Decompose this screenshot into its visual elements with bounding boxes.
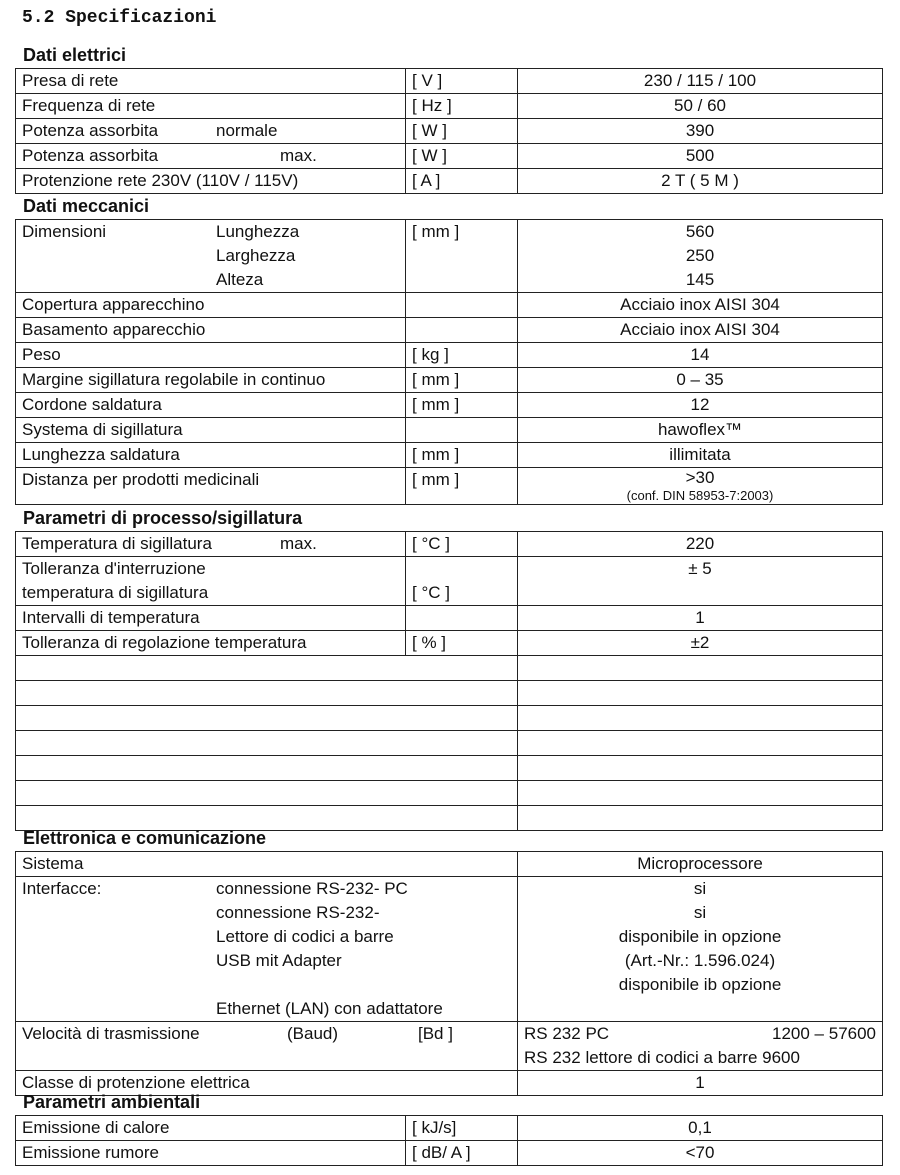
- row-sub-label: normale: [216, 121, 278, 140]
- medicinali-value-cell: [518, 468, 883, 505]
- row-label: temperatura di sigillatura: [22, 583, 209, 602]
- table-row: [16, 343, 883, 368]
- section-title-electrical: Dati elettrici: [23, 45, 127, 65]
- process-table: [15, 531, 883, 831]
- empty-cell: [518, 806, 883, 831]
- row-unit: [ mm ]: [406, 220, 518, 293]
- interfaces-label-cell: [16, 877, 518, 1022]
- table-row: [16, 877, 883, 1022]
- empty-cell: [518, 656, 883, 681]
- empty-row: [16, 781, 883, 806]
- table-row: [16, 69, 883, 94]
- row-label: Peso: [16, 343, 406, 368]
- row-value: <70: [518, 1141, 883, 1166]
- row-unit: [ % ]: [406, 631, 518, 656]
- row-unit: [ A ]: [406, 169, 518, 194]
- row-label: Emissione rumore: [16, 1141, 406, 1166]
- empty-row: [16, 756, 883, 781]
- row-label: Protenzione rete 230V (110V / 115V): [16, 169, 406, 194]
- interface-sub-label: connessione RS-232- PC: [216, 879, 408, 898]
- row-value: 560: [685, 222, 715, 241]
- row-unit: [Bd ]: [418, 1024, 453, 1043]
- baud-line-barcode: RS 232 lettore di codici a barre 9600: [524, 1048, 800, 1067]
- interfaces-value-cell: [518, 877, 883, 1022]
- row-sub-label: max.: [280, 534, 317, 553]
- row-value: ± 5: [518, 557, 883, 606]
- row-label: Basamento apparecchio: [16, 318, 406, 343]
- row-label-cell: [16, 144, 406, 169]
- table-row: [16, 1022, 883, 1071]
- table-row: [16, 557, 883, 606]
- electrical-table: [15, 68, 883, 194]
- row-label: Lunghezza saldatura: [16, 443, 406, 468]
- row-label: Potenza assorbita: [22, 146, 159, 165]
- section-title-mechanical: Dati meccanici: [23, 196, 150, 216]
- page-heading: 5.2 Specificazioni: [22, 8, 217, 28]
- row-label: Sistema: [16, 852, 518, 877]
- row-value: >30: [685, 468, 715, 487]
- row-value: 50 / 60: [518, 94, 883, 119]
- empty-row: [16, 731, 883, 756]
- row-value: 500: [518, 144, 883, 169]
- baud-value-cell: [518, 1022, 883, 1071]
- table-row: [16, 368, 883, 393]
- row-value: illimitata: [518, 443, 883, 468]
- empty-cell: [16, 756, 518, 781]
- table-row: [16, 418, 883, 443]
- row-value: disponibile ib opzione: [618, 975, 782, 994]
- row-value: 1: [518, 606, 883, 631]
- row-value: 145: [685, 270, 715, 289]
- row-label: Tolleranza d'interruzione: [22, 559, 206, 578]
- table-row: [16, 393, 883, 418]
- row-value: 220: [518, 532, 883, 557]
- row-unit: [ V ]: [406, 69, 518, 94]
- row-label: Temperatura di sigillatura: [22, 534, 212, 553]
- table-row: [16, 144, 883, 169]
- table-row: [16, 318, 883, 343]
- row-unit: [ kg ]: [406, 343, 518, 368]
- row-label: Intervalli di temperatura: [16, 606, 406, 631]
- baud-range: 1200 – 57600: [772, 1024, 877, 1043]
- empty-row: [16, 706, 883, 731]
- row-label: Copertura apparecchino: [16, 293, 406, 318]
- row-value: 14: [518, 343, 883, 368]
- table-row: [16, 293, 883, 318]
- row-value: hawoflex™: [518, 418, 883, 443]
- empty-cell: [518, 756, 883, 781]
- table-row: [16, 1141, 883, 1166]
- row-unit: [406, 606, 518, 631]
- row-value: 0,1: [518, 1116, 883, 1141]
- electronics-table: [15, 851, 883, 1096]
- mechanical-table: [15, 219, 883, 505]
- table-row: [16, 852, 883, 877]
- empty-cell: [16, 681, 518, 706]
- row-unit: [ dB/ A ]: [406, 1141, 518, 1166]
- table-row: [16, 606, 883, 631]
- table-row: [16, 468, 883, 505]
- row-label: Tolleranza di regolazione temperatura: [16, 631, 406, 656]
- table-row: [16, 220, 883, 293]
- section-title-process: Parametri di processo/sigillatura: [23, 508, 303, 528]
- baud-line-pc: RS 232 PC: [524, 1024, 610, 1043]
- row-value: 0 – 35: [518, 368, 883, 393]
- row-unit: [ mm ]: [406, 468, 518, 505]
- row-unit: [ kJ/s]: [406, 1116, 518, 1141]
- empty-cell: [518, 681, 883, 706]
- row-unit: [406, 418, 518, 443]
- empty-cell: [16, 706, 518, 731]
- dimension-sub-label: Alteza: [216, 270, 264, 289]
- empty-row: [16, 656, 883, 681]
- row-value: 390: [518, 119, 883, 144]
- row-label: Distanza per prodotti medicinali: [16, 468, 406, 505]
- row-value: ±2: [518, 631, 883, 656]
- dimensions-label-cell: [16, 220, 406, 293]
- empty-row: [16, 681, 883, 706]
- dimensions-value-cell: [518, 220, 883, 293]
- table-row: [16, 631, 883, 656]
- row-sub-label: max.: [280, 146, 317, 165]
- row-value: Microprocessore: [518, 852, 883, 877]
- row-value: 1: [518, 1071, 883, 1096]
- row-sub-label: (Baud): [287, 1024, 339, 1043]
- row-label: Cordone saldatura: [16, 393, 406, 418]
- row-value: disponibile in opzione: [618, 927, 782, 946]
- row-value: Acciaio inox AISI 304: [518, 318, 883, 343]
- row-value: Acciaio inox AISI 304: [518, 293, 883, 318]
- row-label: Velocità di trasmissione: [22, 1024, 200, 1043]
- row-label: Frequenza di rete: [16, 94, 406, 119]
- row-note: (conf. DIN 58953-7:2003): [626, 488, 774, 503]
- row-unit: [ mm ]: [406, 443, 518, 468]
- row-value: si: [693, 879, 707, 898]
- row-label: Margine sigillatura regolabile in continuo: [16, 368, 406, 393]
- row-label-cell: [16, 557, 406, 606]
- dimension-sub-label: Lunghezza: [216, 222, 300, 241]
- row-unit: [ °C ]: [412, 583, 450, 602]
- row-label-cell: [16, 119, 406, 144]
- row-value: 250: [685, 246, 715, 265]
- row-label: Presa di rete: [16, 69, 406, 94]
- interface-sub-label: Ethernet (LAN) con adattatore: [216, 999, 443, 1018]
- section-title-electronics: Elettronica e comunicazione: [23, 828, 267, 848]
- table-row: [16, 532, 883, 557]
- empty-cell: [16, 731, 518, 756]
- row-value: [524, 997, 876, 1021]
- row-unit: [ mm ]: [406, 393, 518, 418]
- interface-sub-label: Lettore di codici a barre: [216, 927, 394, 946]
- row-label: Classe di protenzione elettrica: [16, 1071, 518, 1096]
- empty-cell: [16, 656, 518, 681]
- row-unit: [ Hz ]: [406, 94, 518, 119]
- row-label: Dimensioni: [22, 222, 107, 241]
- empty-cell: [16, 781, 518, 806]
- row-label: Interfacce:: [22, 879, 102, 898]
- row-label-cell: [16, 532, 406, 557]
- interface-sub-label: USB mit Adapter: [216, 951, 342, 970]
- row-label: Emissione di calore: [16, 1116, 406, 1141]
- interface-sub-label: connessione RS-232-: [216, 903, 380, 922]
- table-row: [16, 119, 883, 144]
- table-row: [16, 169, 883, 194]
- row-unit: [406, 293, 518, 318]
- row-unit: [406, 318, 518, 343]
- table-row: [16, 94, 883, 119]
- row-label: Systema di sigillatura: [16, 418, 406, 443]
- row-unit: [ °C ]: [406, 532, 518, 557]
- row-value: si: [693, 903, 707, 922]
- row-unit: [ W ]: [406, 144, 518, 169]
- row-value: (Art.-Nr.: 1.596.024): [624, 951, 776, 970]
- environmental-table: [15, 1115, 883, 1166]
- row-value: 2 T ( 5 M ): [518, 169, 883, 194]
- row-unit: [ mm ]: [406, 368, 518, 393]
- row-label: Potenza assorbita: [22, 121, 159, 140]
- baud-label-cell: [16, 1022, 518, 1071]
- row-value: 12: [518, 393, 883, 418]
- row-unit-cell: [406, 557, 518, 606]
- row-value: 230 / 115 / 100: [518, 69, 883, 94]
- dimension-sub-label: Larghezza: [216, 246, 296, 265]
- section-title-environmental: Parametri ambientali: [23, 1092, 201, 1112]
- table-row: [16, 1116, 883, 1141]
- row-unit: [ W ]: [406, 119, 518, 144]
- empty-cell: [518, 706, 883, 731]
- empty-cell: [518, 781, 883, 806]
- table-row: [16, 443, 883, 468]
- empty-cell: [518, 731, 883, 756]
